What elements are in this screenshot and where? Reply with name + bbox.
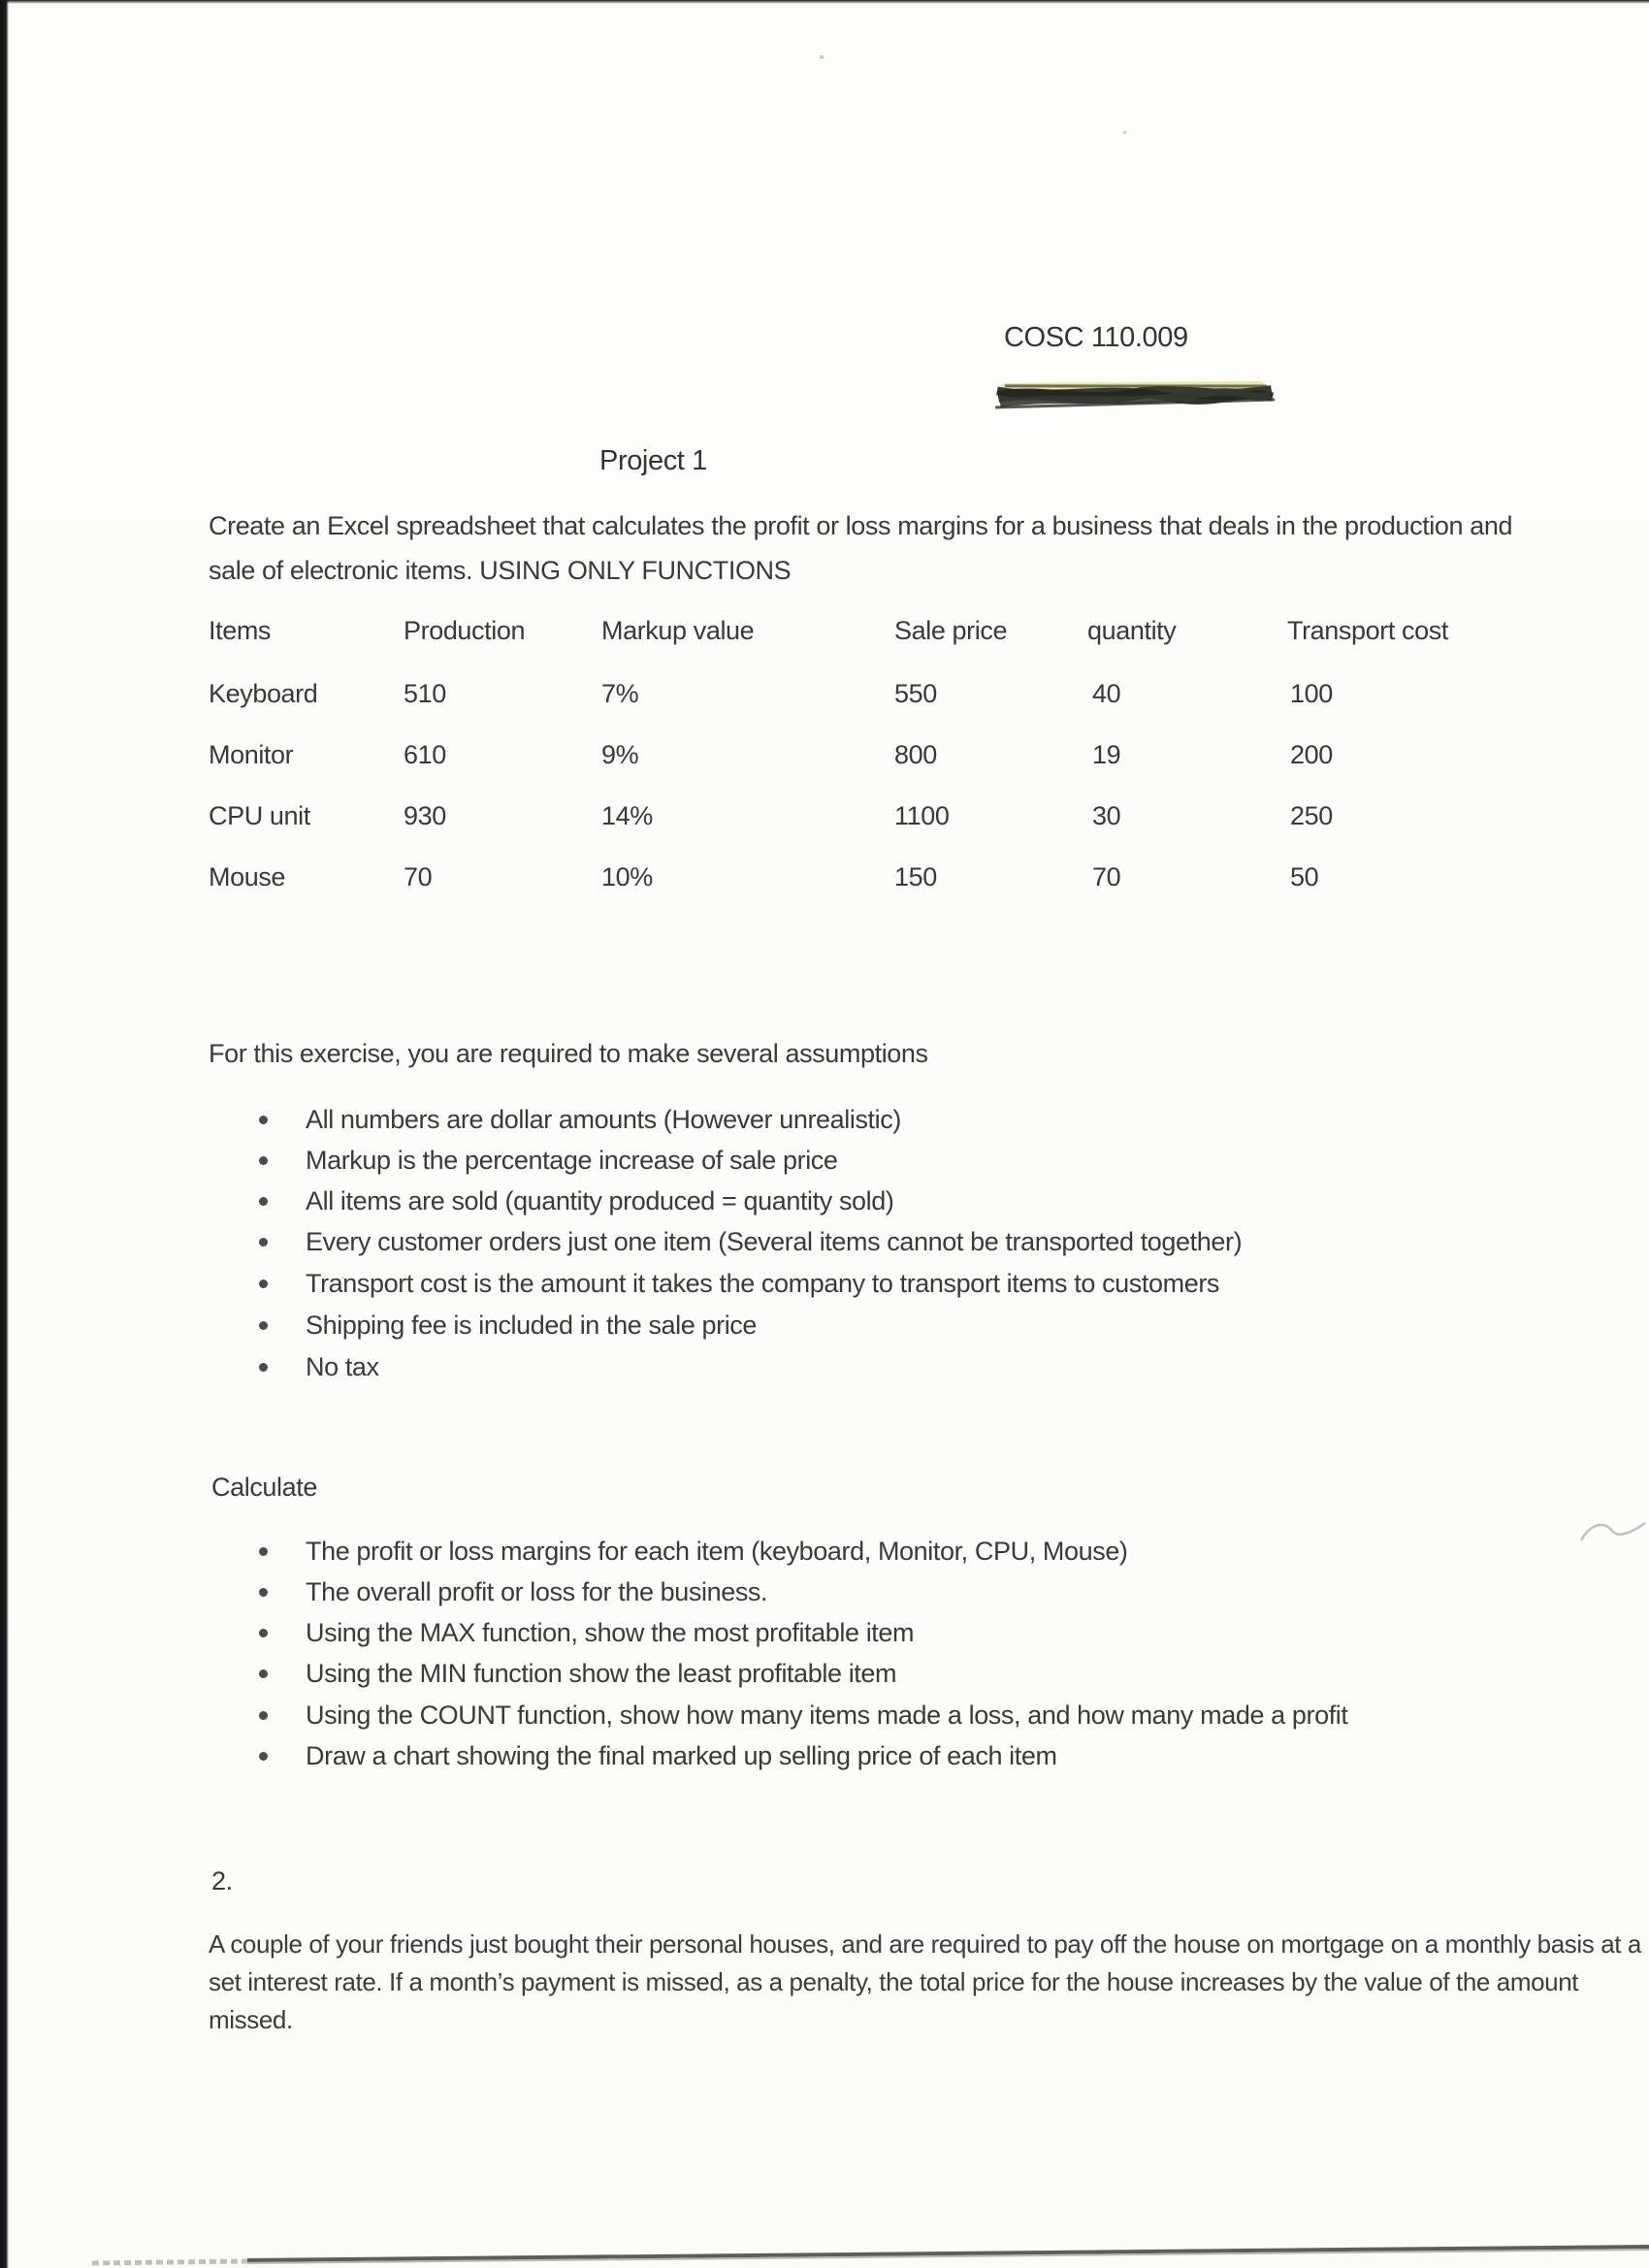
table-cell: 9% (601, 740, 639, 769)
bullet-icon (259, 1588, 268, 1597)
scan-speck (341, 1277, 344, 1280)
table-cell: Keyboard (209, 679, 318, 708)
table-cell: 550 (894, 679, 937, 708)
table-cell: Mouse (209, 862, 286, 891)
assumption-item: No tax (259, 1352, 379, 1382)
bullet-icon (259, 1752, 268, 1761)
table-header-cell: Production (404, 616, 526, 645)
intro-paragraph: Create an Excel spreadsheet that calculates the profit or loss margins for a business that deals in the production and sale of electronic items. USING ONLY FUNCTIONS (209, 511, 1513, 585)
table-cell: 1100 (894, 801, 950, 830)
calculate-item: The profit or loss margins for each item (keyboard, Monitor, CPU, Mouse) (259, 1537, 1128, 1567)
table-header-cell: Markup value (601, 616, 755, 645)
bullet-icon (259, 1280, 268, 1288)
assumption-item: Transport cost is the amount it takes the company to transport items to customers (259, 1269, 1219, 1299)
calculate-item: Using the COUNT function, show how many items made a loss, and how many made a profit (259, 1701, 1348, 1731)
table-cell: 510 (404, 679, 446, 708)
bullet-icon (259, 1116, 268, 1124)
assumptions-heading: For this exercise, you are required to make several assumptions (209, 1039, 928, 1068)
table-cell: 100 (1290, 679, 1333, 708)
scan-artifact-bottom-edge (0, 2231, 1649, 2268)
table-cell: 19 (1092, 740, 1121, 769)
table-cell: 40 (1092, 679, 1121, 708)
bullet-icon (259, 1547, 268, 1556)
calculate-item: Using the MAX function, show the most profitable item (259, 1618, 914, 1648)
redacted-due-date-scribble (995, 378, 1275, 413)
bullet-icon (259, 1321, 268, 1330)
section-2-label: 2. (211, 1866, 233, 1895)
calculate-item: The overall profit or loss for the business. (259, 1577, 767, 1607)
bullet-icon (259, 1629, 268, 1637)
table-cell: 10% (601, 862, 653, 891)
table-cell: 70 (1092, 862, 1121, 891)
bullet-icon (259, 1238, 268, 1247)
table-cell: 50 (1290, 862, 1319, 891)
bullet-icon (259, 1197, 268, 1206)
assumption-item: All items are sold (quantity produced = quantity sold) (259, 1186, 893, 1216)
scan-speck (1123, 131, 1126, 134)
bullet-icon (259, 1669, 268, 1678)
table-cell: 250 (1290, 801, 1333, 830)
project-title: Project 1 (599, 445, 707, 476)
scan-edge-left (0, 0, 9, 2268)
table-header-cell: Items (209, 616, 272, 645)
scan-artifact-squiggle (1579, 1513, 1649, 1552)
table-header-cell: Sale price (894, 616, 1008, 645)
table-cell: 930 (404, 801, 446, 830)
table-header-cell: Transport cost (1287, 616, 1448, 645)
assumption-item: Markup is the percentage increase of sale price (259, 1146, 838, 1176)
assumption-item: All numbers are dollar amounts (However unrealistic) (259, 1105, 901, 1135)
table-cell: 7% (601, 679, 639, 708)
table-cell: CPU unit (209, 801, 310, 830)
table-cell: 30 (1092, 801, 1121, 830)
table-cell: 800 (894, 740, 937, 769)
table-cell: 200 (1290, 740, 1333, 769)
scribble-icon (995, 378, 1275, 413)
calculate-item: Using the MIN function show the least profitable item (259, 1659, 896, 1689)
course-code: COSC 110.009 (1004, 322, 1188, 353)
bullet-icon (259, 1363, 268, 1372)
bullet-icon (259, 1156, 268, 1165)
table-cell: 70 (404, 862, 433, 891)
table-header-cell: quantity (1087, 616, 1177, 645)
table-cell: 610 (404, 740, 446, 769)
scan-edge-top (0, 0, 1649, 4)
table-cell: 150 (894, 862, 937, 891)
table-cell: 14% (601, 801, 653, 830)
table-cell: Monitor (209, 740, 294, 769)
section-2-paragraph: A couple of your friends just bought their personal houses, and are required to pay off the house on mortgage on a monthly basis at a set interest rate. If a month’s payment is missed, as a penalty, the total price for the house increases by the value of the amount missed. (209, 1929, 1641, 2034)
bullet-icon (259, 1711, 268, 1720)
calculate-item: Draw a chart showing the final marked up selling price of each item (259, 1741, 1057, 1771)
assumption-item: Every customer orders just one item (Several items cannot be transported together) (259, 1227, 1242, 1257)
assumption-item: Shipping fee is included in the sale price (259, 1311, 757, 1341)
calculate-heading: Calculate (211, 1473, 317, 1502)
scan-speck (820, 55, 824, 59)
